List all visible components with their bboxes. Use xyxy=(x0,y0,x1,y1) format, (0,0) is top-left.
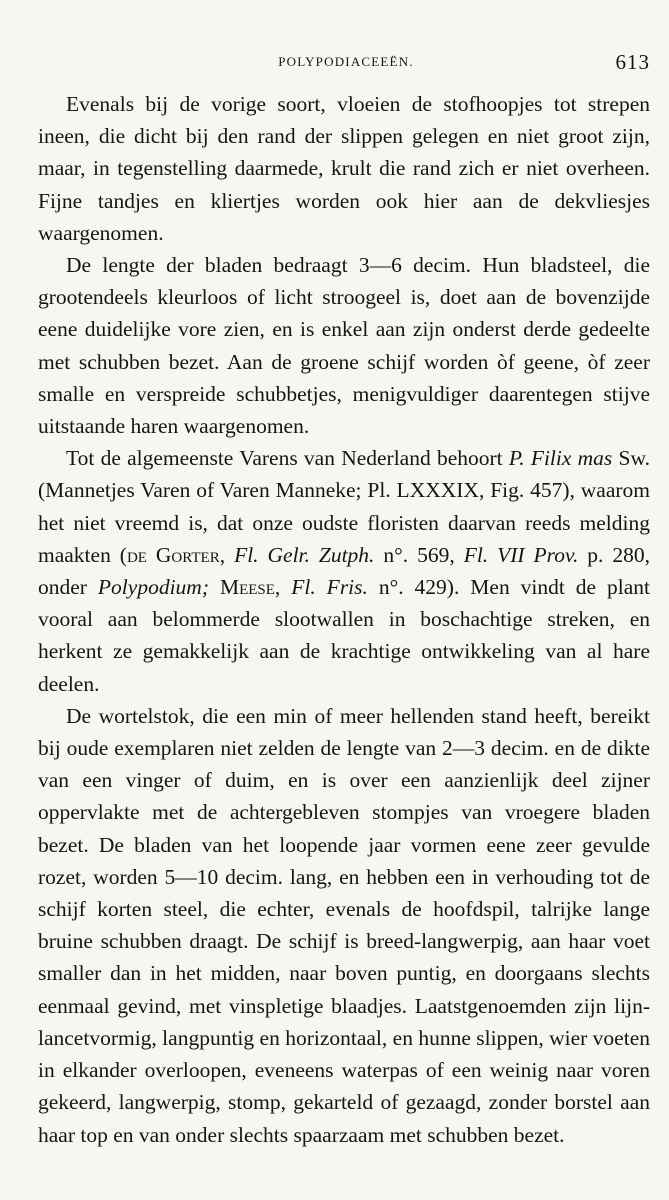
text-run: Tot de algemeenste Varens van Nederland behoort xyxy=(66,446,509,471)
text-run: p. 280, onder xyxy=(38,542,651,600)
running-head xyxy=(40,50,652,74)
italic-text: Fl. VII Prov. xyxy=(463,542,579,567)
paragraph-2 xyxy=(38,249,650,442)
italic-text: Polypodium; xyxy=(97,575,209,600)
text-run xyxy=(209,575,220,599)
text-run: Evenals bij de vorige soort, vloeien de stofhoopjes tot strepen ineen, die dicht bij den rand der slippen gelegen en niet groot zijn, maar, in tegenstelling daarmede, krult die rand zich er niet overheen. Fijne tandjes en kliertjes worden ook hier aan de dekvliesjes waargenomen. xyxy=(38,92,650,245)
text-run: De lengte der bladen bedraagt 3—6 decim. Hun bladsteel, die grootendeels kleurloos of licht stroogeel is, doet aan de bovenzijde eene duidelijke vore zien, en is enkel aan zijn onderst derde gedeelte met schubben bezet. Aan de groene schijf worden òf geene, òf zeer smalle en verspreide schubbetjes, menigvuldiger daarentegen stijve uitstaande haren waargenomen. xyxy=(38,253,650,439)
text-run: De wortelstok, die een min of meer hellenden stand heeft, bereikt bij oude exemplaren niet zelden de lengte van 2—3 decim. en de dikte van een vinger of duim, en is over een aanzienlijk deel zijner oppervlakte met de achtergebleven stompjes van vroegere bladen bezet. De bladen van het loopende jaar vormen eene zeer gevulde rozet, worden 5—10 decim. lang, en hebben een in verhouding tot de schijf korten steel, die echter, evenals de hoofdspil, talrijke lange bruine schubben draagt. De schijf is breed-langwerpig, aan haar voet smaller dan in het midden, naar boven puntig, en doorgaans slechts eenmaal gevind, met vinspletige blaadjes. Laatstgenoemden zijn lijn-lancetvormig, langpuntig en horizontaal, en hunne slippen, wier voeten in elkander overloopen, eveneens waterpas of een weinig naar voren gekeerd, langwerpig, stomp, gekarteld of gezaagd, zonder borstel aan haar top en van onder slechts spaarzaam met schubben bezet. xyxy=(38,703,650,1147)
text-run: n°. 429). Men vindt de plant vooral aan belommerde slootwallen in boschachtige streken, en herkent ze gemakkelijk aan de krachtige ontwikkeling van al hare deelen. xyxy=(38,575,651,696)
page-number: 613 xyxy=(615,50,650,74)
small-caps-name: de Gorter xyxy=(126,542,220,567)
text-run: , xyxy=(219,542,235,567)
text-run: Sw. (Mannetjes Varen of Varen Manneke; Pl. LXXXIX, Fig. 457), waarom het niet vreemd is, dat onze oudste floristen daarvan reeds melding maakten ( xyxy=(38,446,650,567)
paragraph-4 xyxy=(38,700,650,1151)
body-text xyxy=(38,88,650,1151)
italic-text: Fl. Fris. xyxy=(291,575,368,600)
italic-text: Fl. Gelr. Zutph. xyxy=(234,542,375,567)
italic-text: P. Filix mas xyxy=(508,446,613,471)
paragraph-1 xyxy=(38,88,650,249)
text-run: n°. 569, xyxy=(374,542,464,567)
paragraph-3 xyxy=(38,442,650,700)
small-caps-name: Meese xyxy=(219,575,275,600)
text-run: , xyxy=(274,575,292,600)
running-title: POLYPODIACEEËN. xyxy=(278,54,414,69)
